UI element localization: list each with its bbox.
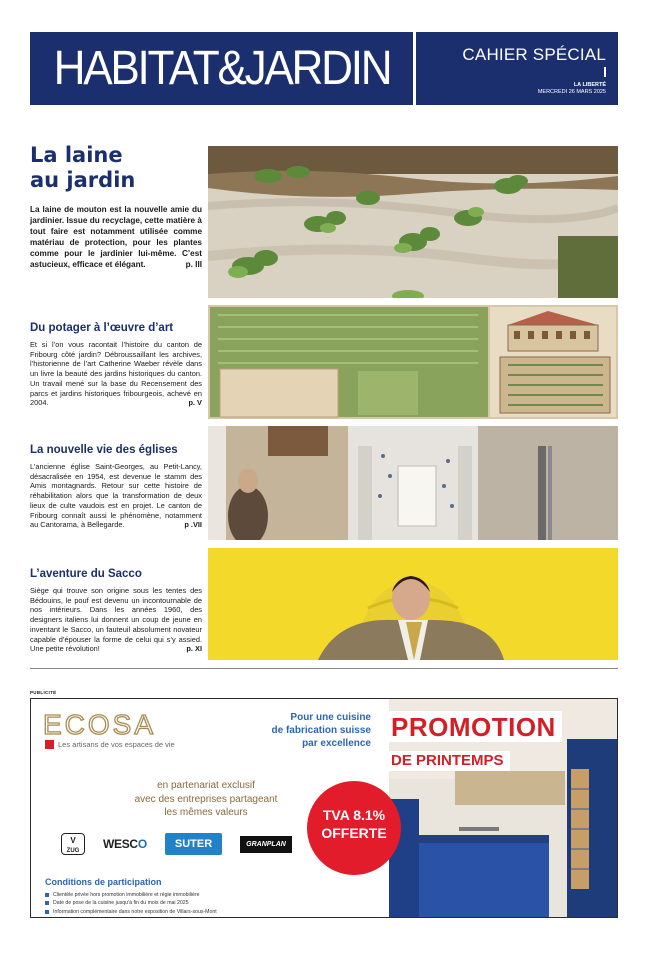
lead-text-content: La laine de mouton est la nouvelle amie du jardinier. Issue du recyclage, cette matière à tout faire est notamment utilisée comme matériau de protection, pour les plantes comme pour le jardinier lui-même. C’est astucieux, efficace et élégant. [30, 205, 202, 270]
conditions-list [45, 891, 217, 916]
granplan-logo: GRANPLAN [240, 836, 292, 853]
historic-garden-plan-image [208, 305, 618, 419]
bullet-icon [45, 893, 49, 897]
article-title[interactable]: La nouvelle vie des églises [30, 444, 178, 456]
suter-logo: SUTER [165, 833, 222, 855]
ad-headline [231, 711, 371, 750]
page-reference[interactable]: p. III [185, 260, 202, 270]
issue-date: MERCREDI 26 MARS 2025 [537, 88, 606, 95]
bullet-icon [45, 901, 49, 905]
list-item [45, 908, 217, 916]
lead-title [30, 143, 202, 193]
condition-text: Information complémentaire dans notre exposition de Villars-sous-Mont [53, 908, 217, 915]
masthead-info-block [416, 32, 618, 105]
article-text [30, 586, 202, 654]
condition-text: Date de pose de la cuisine jusqu’à fin du mois de mai 2025 [53, 900, 189, 907]
article-text-content: Et si l’on vous racontait l’histoire du canton de Fribourg côté jardin? Débroussaillant les archives, l’historienne de l’art Catherine Waeber révèle dans un livre la beauté des jardins historiques du canton. Un travail mené sur la base du Recensement des parcs et jardins historiques fribourgeois, achevé en 2004. [30, 339, 202, 408]
church-climbing-photo [208, 426, 618, 540]
lead-title-line1: La laine [30, 143, 123, 167]
page-reference[interactable]: p .VII [184, 520, 202, 530]
masthead-title: HABITAT&JARDIN [53, 41, 390, 95]
sacco-chair-photo [208, 548, 618, 660]
masthead-divider [604, 67, 606, 77]
section-divider [30, 668, 618, 669]
article-text-content: L’ancienne église Saint-Georges, au Petit-Lancy, désacralisée en 1954, est devenue le stamm des Amis montagnards. Retour sur cette histoire de réhabilitation alors que la transformation de deux lieux de culte vaudois est en projet. Le canton de Fribourg connaît aussi le phénomène, notamment au Cantorama, à Bellegarde. [30, 461, 202, 530]
page-reference[interactable]: p. XI [186, 644, 202, 654]
article-text-content: Siège qui trouve son origine sous les tentes des Bédouins, le pouf est devenu un incontournable de nos intérieurs. Dans les années 1960, des designers italiens lui donnent un coup de jeune en inventant le Sacco, un fauteuil absolument novateur capable d’épouser la forme de celui qui s’y assied. Une petite révolution! [30, 585, 202, 654]
list-item [45, 891, 217, 899]
red-square-icon [45, 740, 54, 749]
partner-line: en partenariat exclusif [157, 780, 255, 791]
tagline-text: Les artisans de vos espaces de vie [58, 740, 175, 749]
article-garden-history [30, 322, 202, 408]
article-sacco [30, 568, 202, 654]
vzug-zug: ZUG [66, 848, 80, 854]
page-reference[interactable]: p. V [188, 398, 202, 408]
list-item [45, 899, 217, 907]
partner-line: avec des entreprises partageant [134, 793, 278, 805]
partner-brands [61, 833, 292, 855]
tva-offer-badge [307, 781, 401, 875]
vzug-v: V [70, 836, 76, 845]
article-text [30, 462, 202, 530]
bullet-icon [45, 910, 49, 914]
article-text [30, 340, 202, 408]
headline-line: Pour une cuisine [290, 712, 371, 723]
newspaper-name: LA LIBERTÉ [573, 82, 606, 88]
tva-line1: TVA 8.1% [322, 807, 386, 823]
wool-garden-photo [208, 146, 618, 298]
masthead-title-block [30, 32, 413, 105]
tva-line2: OFFERTE [321, 824, 387, 841]
promotion-subtitle: DE PRINTEMPS [387, 751, 510, 771]
article-churches [30, 444, 202, 530]
promotion-banner: PROMOTION [387, 711, 562, 742]
svg-text:ECOSA: ECOSA [43, 711, 157, 737]
wesco-text: WESC [103, 837, 138, 851]
lead-text [30, 205, 202, 271]
ecosa-advertisement[interactable] [30, 698, 618, 918]
vzug-logo [61, 833, 85, 855]
conditions-title: Conditions de participation [45, 877, 162, 887]
section-label: CAHIER SPÉCIAL [462, 45, 606, 64]
headline-line: de fabrication suisse [271, 725, 371, 736]
lead-article [30, 143, 202, 271]
headline-line: par excellence [302, 738, 371, 749]
partner-line: les mêmes valeurs [164, 807, 248, 818]
partnership-text [91, 779, 321, 820]
article-title[interactable]: Du potager à l’œuvre d’art [30, 322, 174, 334]
lead-title-line2: au jardin [30, 168, 136, 193]
masthead [30, 32, 618, 105]
wesco-logo [103, 837, 147, 851]
publicite-label: PUBLICITÉ [30, 690, 57, 695]
ecosa-logo [43, 711, 193, 742]
ecosa-tagline [45, 740, 175, 749]
condition-text: Clientèle privée hors promotion immobilière et régie immobilière [53, 892, 200, 898]
wesco-o: O [137, 837, 147, 851]
article-title[interactable]: L’aventure du Sacco [30, 568, 142, 580]
